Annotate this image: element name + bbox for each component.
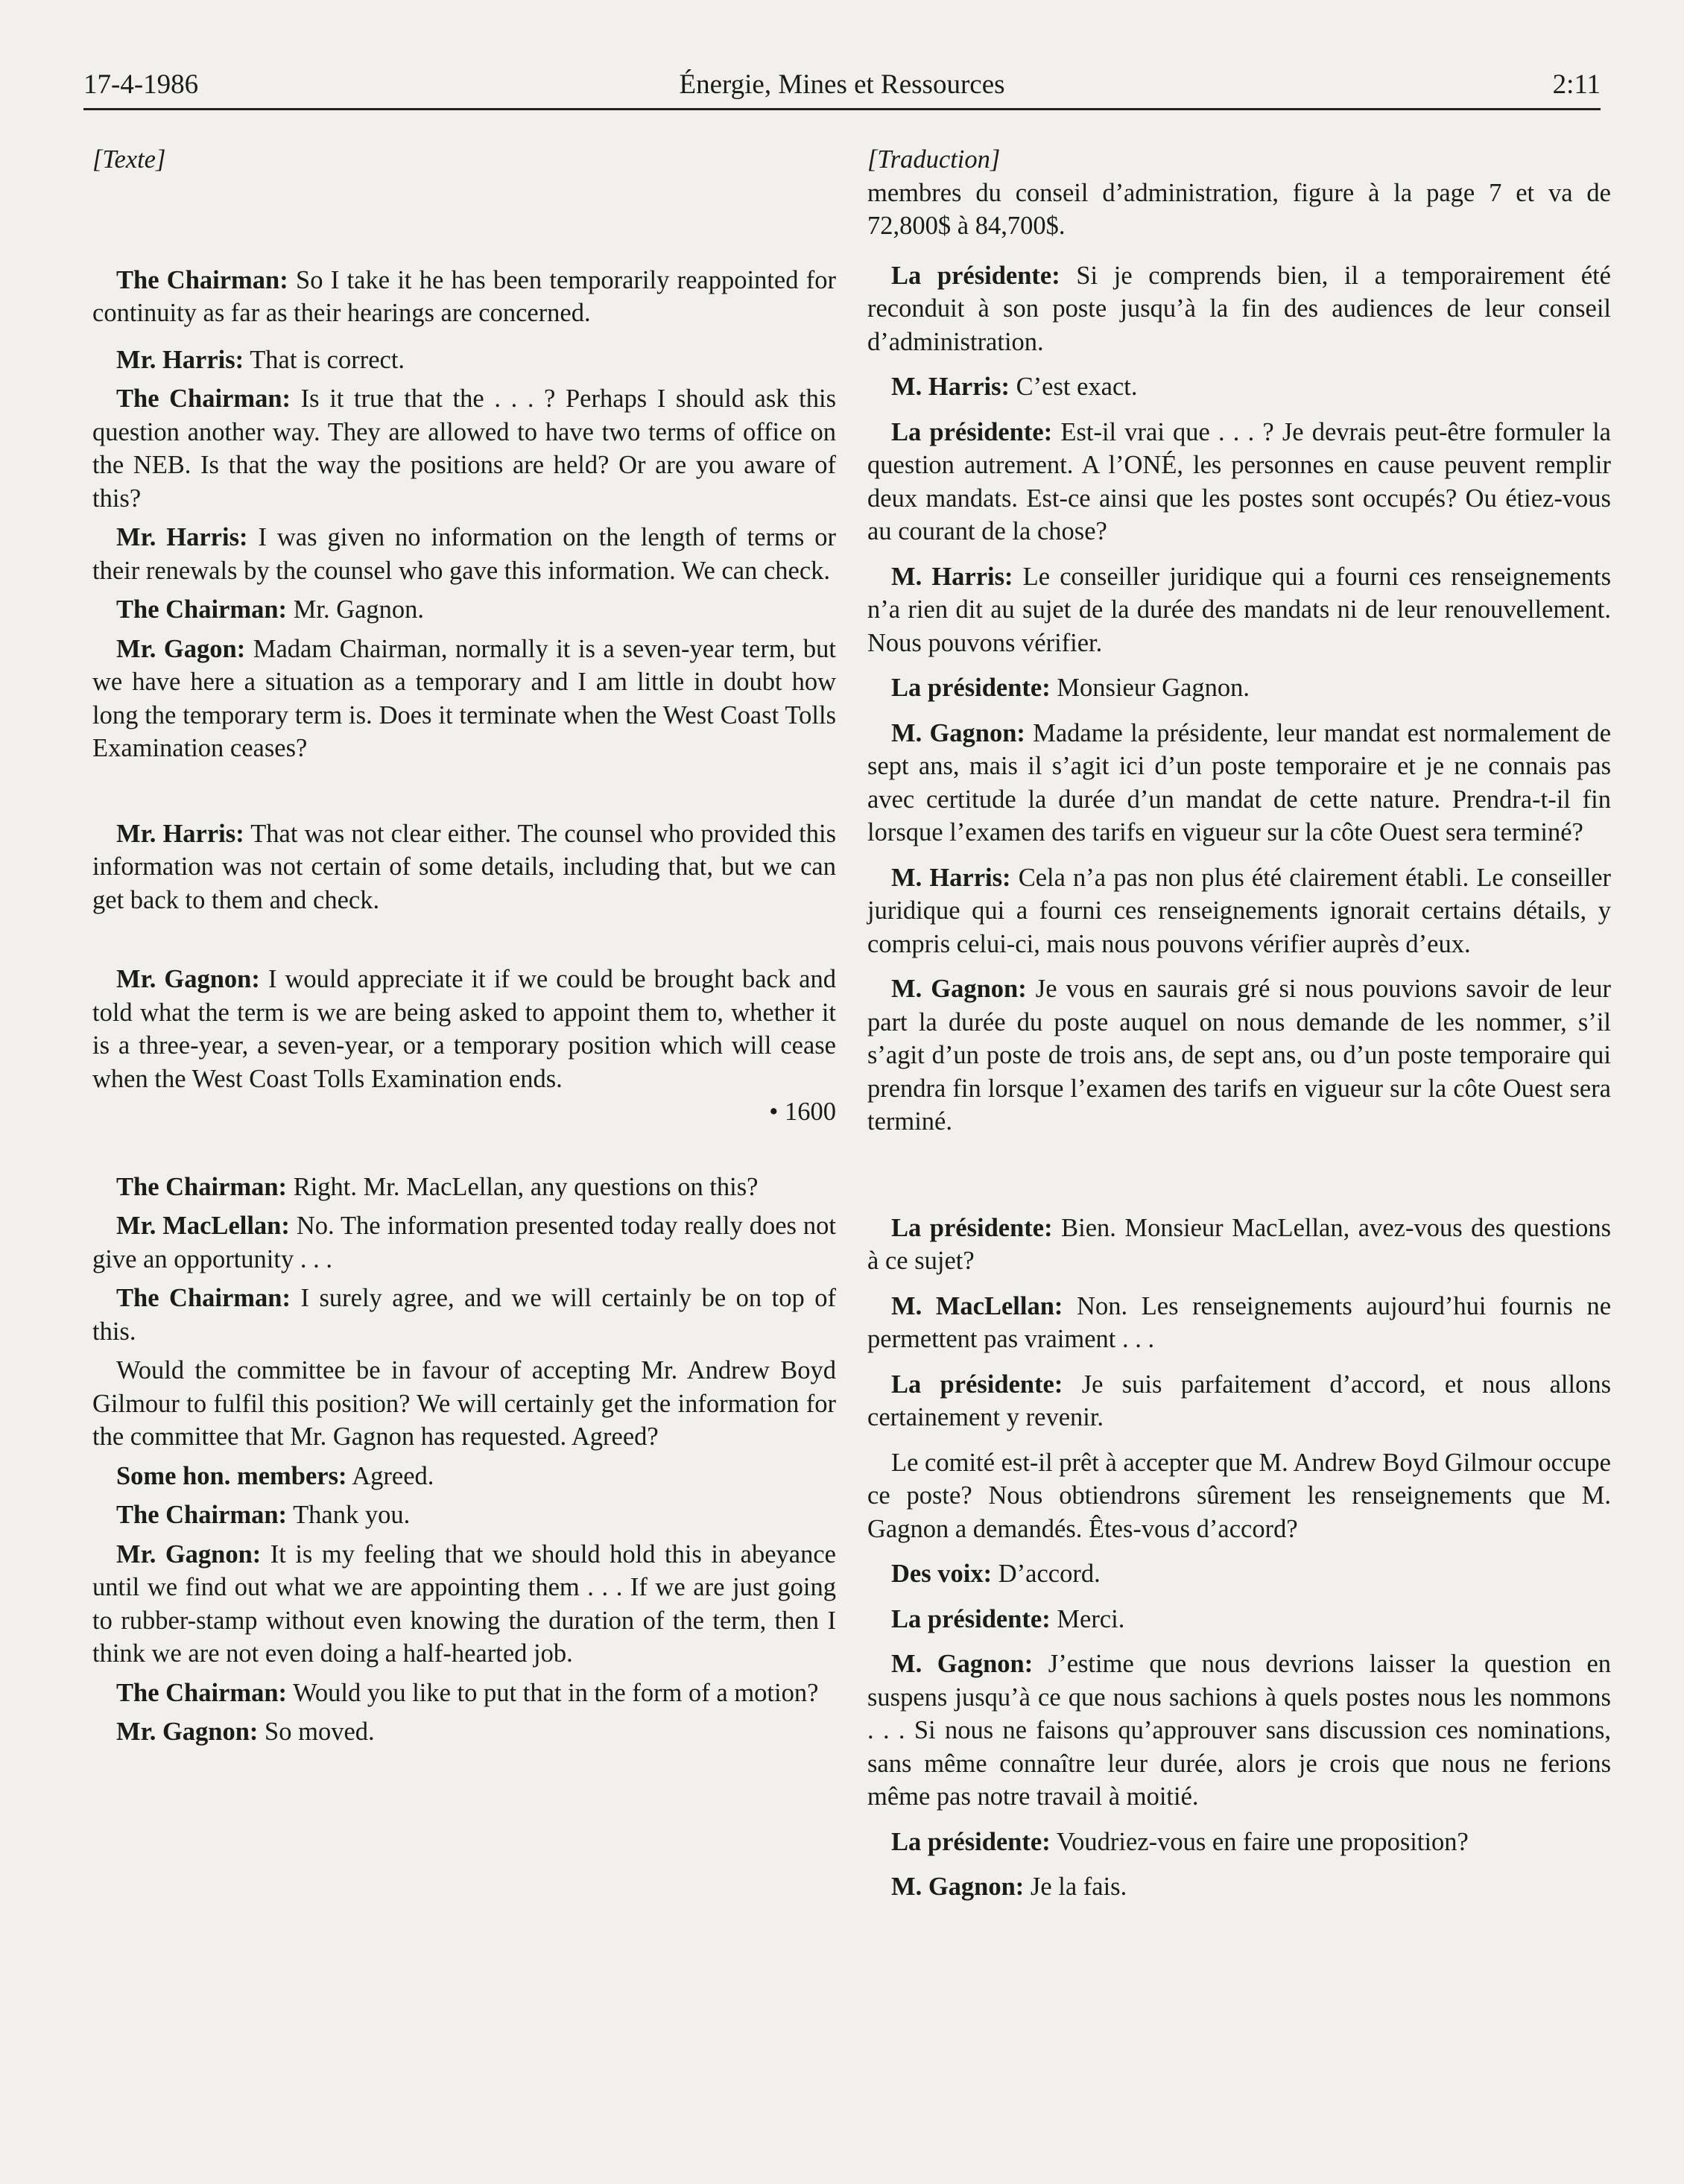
statement <box>867 1826 1611 1859</box>
statement <box>92 1498 836 1532</box>
statement-text: J’estime que nous devrions laisser la question en suspens jusqu’à ce que nous sachions à quels postes nous les nommons . . . Si nous ne faisons qu’approuver sans discussion ces nominations, sans même connaître leur durée, alors je crois que nous ne ferions même pas notre travail à moitié. <box>867 1650 1612 1811</box>
statement <box>867 1557 1611 1591</box>
time-marker: • 1600 <box>769 1098 836 1126</box>
statement-text: Non. Les renseignements aujourd’hui fournis ne permettent pas vraiment . . . <box>867 1291 1612 1353</box>
speaker-name: M. Harris: <box>891 373 1010 401</box>
statement-text: Mr. Gagnon. <box>293 595 425 624</box>
statement <box>867 416 1611 548</box>
statement-text: Le comité est-il prêt à accepter que M. Andrew Boyd Gilmour occupe ce poste? Nous obtiendrons sûrement les renseignements que M. Gagnon a demandés. Êtes-vous d’accord? <box>867 1448 1611 1543</box>
speaker-name: La présidente: <box>891 1604 1051 1633</box>
speaker-name: M. Harris: <box>891 863 1011 892</box>
statement-text: Would you like to put that in the form of a motion? <box>293 1678 819 1707</box>
statement-text: Madam Chairman, normally it is a seven-year term, but we have here a situation as a temporary and I am little in doubt how long the temporary term is. Does it terminate when the West Coast Tolls Examination ceases? <box>92 634 836 762</box>
statement <box>92 1209 836 1276</box>
statement <box>92 1715 836 1749</box>
speaker-name: The Chairman: <box>116 1678 288 1707</box>
statement <box>867 972 1611 1139</box>
french-column <box>867 143 1611 1904</box>
statement <box>92 264 836 330</box>
column-label-traduction: [Traduction] <box>867 145 1001 174</box>
english-column <box>92 143 836 1749</box>
statement <box>92 521 836 587</box>
statement-text: I was given no information on the length of terms or their renewals by the counsel who gave this information. We can check. <box>92 523 837 585</box>
speaker-name: M. Gagnon: <box>891 975 1027 1003</box>
statement <box>92 1354 836 1454</box>
statement <box>867 370 1611 404</box>
statement <box>92 633 836 765</box>
statement <box>92 344 836 377</box>
statement <box>92 1282 836 1348</box>
speaker-name: La présidente: <box>891 1370 1063 1399</box>
statement-text: membres du conseil d’administration, figure à la page 7 et va de 72,800$ à 84,700$. <box>867 178 1611 240</box>
header-rule <box>83 108 1601 110</box>
statement-text: It is my feeling that we should hold this in abeyance until we find out what we are appointing them . . . If we are just going to rubber-stamp without even knowing the duration of the term, then I think we are not even doing a half-hearted job. <box>92 1539 836 1668</box>
statement-text: Is it true that the . . . ? Perhaps I should ask this question another way. They are allowed to have two terms of office on the NEB. Is that the way the positions are held? Or are you aware of this? <box>92 384 837 513</box>
speaker-name: La présidente: <box>891 1213 1053 1242</box>
statement <box>92 817 836 917</box>
statement <box>867 560 1611 660</box>
statement-text: D’accord. <box>998 1560 1101 1588</box>
speaker-name: La présidente: <box>891 261 1060 290</box>
column-label-texte: [Texte] <box>92 145 166 174</box>
statement <box>867 1870 1611 1904</box>
statement <box>92 963 836 1095</box>
statement-text: I surely agree, and we will certainly be on top of this. <box>92 1284 836 1346</box>
speaker-name: The Chairman: <box>116 265 288 294</box>
statement-text: Je la fais. <box>1030 1873 1127 1901</box>
statement <box>92 593 836 627</box>
speaker-name: Mr. Harris: <box>116 523 248 551</box>
statement <box>867 1290 1611 1356</box>
statement-text: Je vous en saurais gré si nous pouvions savoir de leur part la durée du poste auquel on nous demande de les nommer, s’il s’agit d’un poste de trois ans, de sept ans, ou d’un poste temporaire qui prendra fin lorsque l’examen des tarifs en vigueur sur la côte Ouest sera terminé. <box>867 975 1612 1136</box>
statement-text: No. The information presented today really does not give an opportunity . . . <box>92 1212 836 1273</box>
statement-text: Monsieur Gagnon. <box>1057 674 1250 702</box>
statement-text: Would the committee be in favour of accepting Mr. Andrew Boyd Gilmour to fulfil this position? We will certainly get the information for the committee that Mr. Gagnon has requested. Agreed? <box>92 1356 836 1451</box>
statement-text: Right. Mr. MacLellan, any questions on this? <box>293 1172 759 1201</box>
statement-text: Bien. Monsieur MacLellan, avez-vous des questions à ce sujet? <box>867 1213 1611 1275</box>
speaker-name: The Chairman: <box>116 1172 288 1201</box>
speaker-name: La présidente: <box>891 417 1053 446</box>
statement-text: Je suis parfaitement d’accord, et nous allons certainement y revenir. <box>867 1370 1611 1431</box>
statement <box>92 382 836 515</box>
speaker-name: Mr. Gagnon: <box>116 965 260 993</box>
speaker-name: Mr. Gagnon: <box>116 1539 262 1569</box>
header-title: Énergie, Mines et Ressources <box>679 69 1005 100</box>
statement-text: I would appreciate it if we could be brought back and told what the term is we are being asked to appoint them to, whether it is a three-year, a seven-year, or a temporary position which will cease when the West Coast Tolls Examination ends. <box>92 965 836 1093</box>
statement-text: Voudriez-vous en faire une proposition? <box>1056 1827 1469 1856</box>
statement <box>867 1446 1611 1546</box>
header-page-number: 2:11 <box>1552 69 1601 100</box>
statement <box>867 259 1611 359</box>
statement-text: Agreed. <box>352 1461 434 1490</box>
statement <box>92 1460 836 1493</box>
speaker-name: M. Gagnon: <box>891 1873 1025 1901</box>
statement-text: So I take it he has been temporarily reappointed for continuity as far as their hearings are concerned. <box>92 265 836 327</box>
speaker-name: La présidente: <box>891 674 1051 702</box>
speaker-name: Some hon. members: <box>116 1461 347 1490</box>
speaker-name: M. Gagnon: <box>891 1650 1033 1678</box>
statement <box>867 1603 1611 1636</box>
statement <box>92 1677 836 1710</box>
statement-text: That is correct. <box>250 345 405 374</box>
speaker-name: Mr. Gagnon: <box>116 1718 259 1746</box>
speaker-name: The Chairman: <box>116 595 288 624</box>
statement <box>867 861 1611 961</box>
statement-text: So moved. <box>265 1718 375 1746</box>
speaker-name: The Chairman: <box>116 1501 288 1529</box>
speaker-name: Mr. Gagon: <box>116 634 246 663</box>
statement-text: Si je comprends bien, il a temporairement été reconduit à son poste jusqu’à la fin des audiences de leur conseil d’administration. <box>867 261 1611 356</box>
statement-text: C’est exact. <box>1016 373 1138 401</box>
speaker-name: Des voix: <box>891 1560 993 1588</box>
statement <box>867 671 1611 705</box>
statement-text: Thank you. <box>293 1501 411 1529</box>
statement <box>867 717 1611 849</box>
speaker-name: The Chairman: <box>116 1284 291 1312</box>
speaker-name: Mr. Harris: <box>116 819 244 848</box>
statement <box>867 177 1611 243</box>
statement-text: Madame la présidente, leur mandat est normalement de sept ans, mais il s’agit ici d’un poste temporaire et je ne connais pas avec certitude la durée d’un mandat de cette nature. Prendra-t-il fin lorsque l’examen des tarifs en vigueur sur la côte Ouest sera terminé? <box>867 718 1612 846</box>
statement <box>867 1648 1611 1814</box>
statement-text: Le conseiller juridique qui a fourni ces renseignements n’a rien dit au sujet de la durée des mandats ni de leur renouvellement. Nous pouvons vérifier. <box>867 562 1611 657</box>
speaker-name: La présidente: <box>891 1827 1051 1856</box>
statement <box>92 1171 836 1204</box>
speaker-name: M. Gagnon: <box>891 718 1025 747</box>
statement <box>867 1368 1611 1434</box>
speaker-name: Mr. MacLellan: <box>116 1212 290 1240</box>
speaker-name: M. Harris: <box>891 562 1013 591</box>
statement <box>867 1212 1611 1278</box>
speaker-name: M. MacLellan: <box>891 1291 1063 1320</box>
speaker-name: Mr. Harris: <box>116 345 244 374</box>
statement <box>92 1538 836 1671</box>
statement-text: Merci. <box>1057 1604 1125 1633</box>
statement-text: That was not clear either. The counsel who provided this information was not certain of some details, including that, but we can get back to them and check. <box>92 819 836 914</box>
header-date: 17-4-1986 <box>83 69 199 100</box>
statement-text: Est-il vrai que . . . ? Je devrais peut-être formuler la question autrement. A l’ONÉ, les personnes en cause peuvent remplir deux mandats. Est-ce ainsi que les postes sont occupés? Ou étiez-vous au courant de la chose? <box>867 417 1611 545</box>
speaker-name: The Chairman: <box>116 384 291 413</box>
statement-text: Cela n’a pas non plus été clairement établi. Le conseiller juridique qui a fourni ces renseignements ignorait certains détails, y compris celui-ci, mais nous pouvons vérifier auprès d’eux. <box>867 863 1611 958</box>
